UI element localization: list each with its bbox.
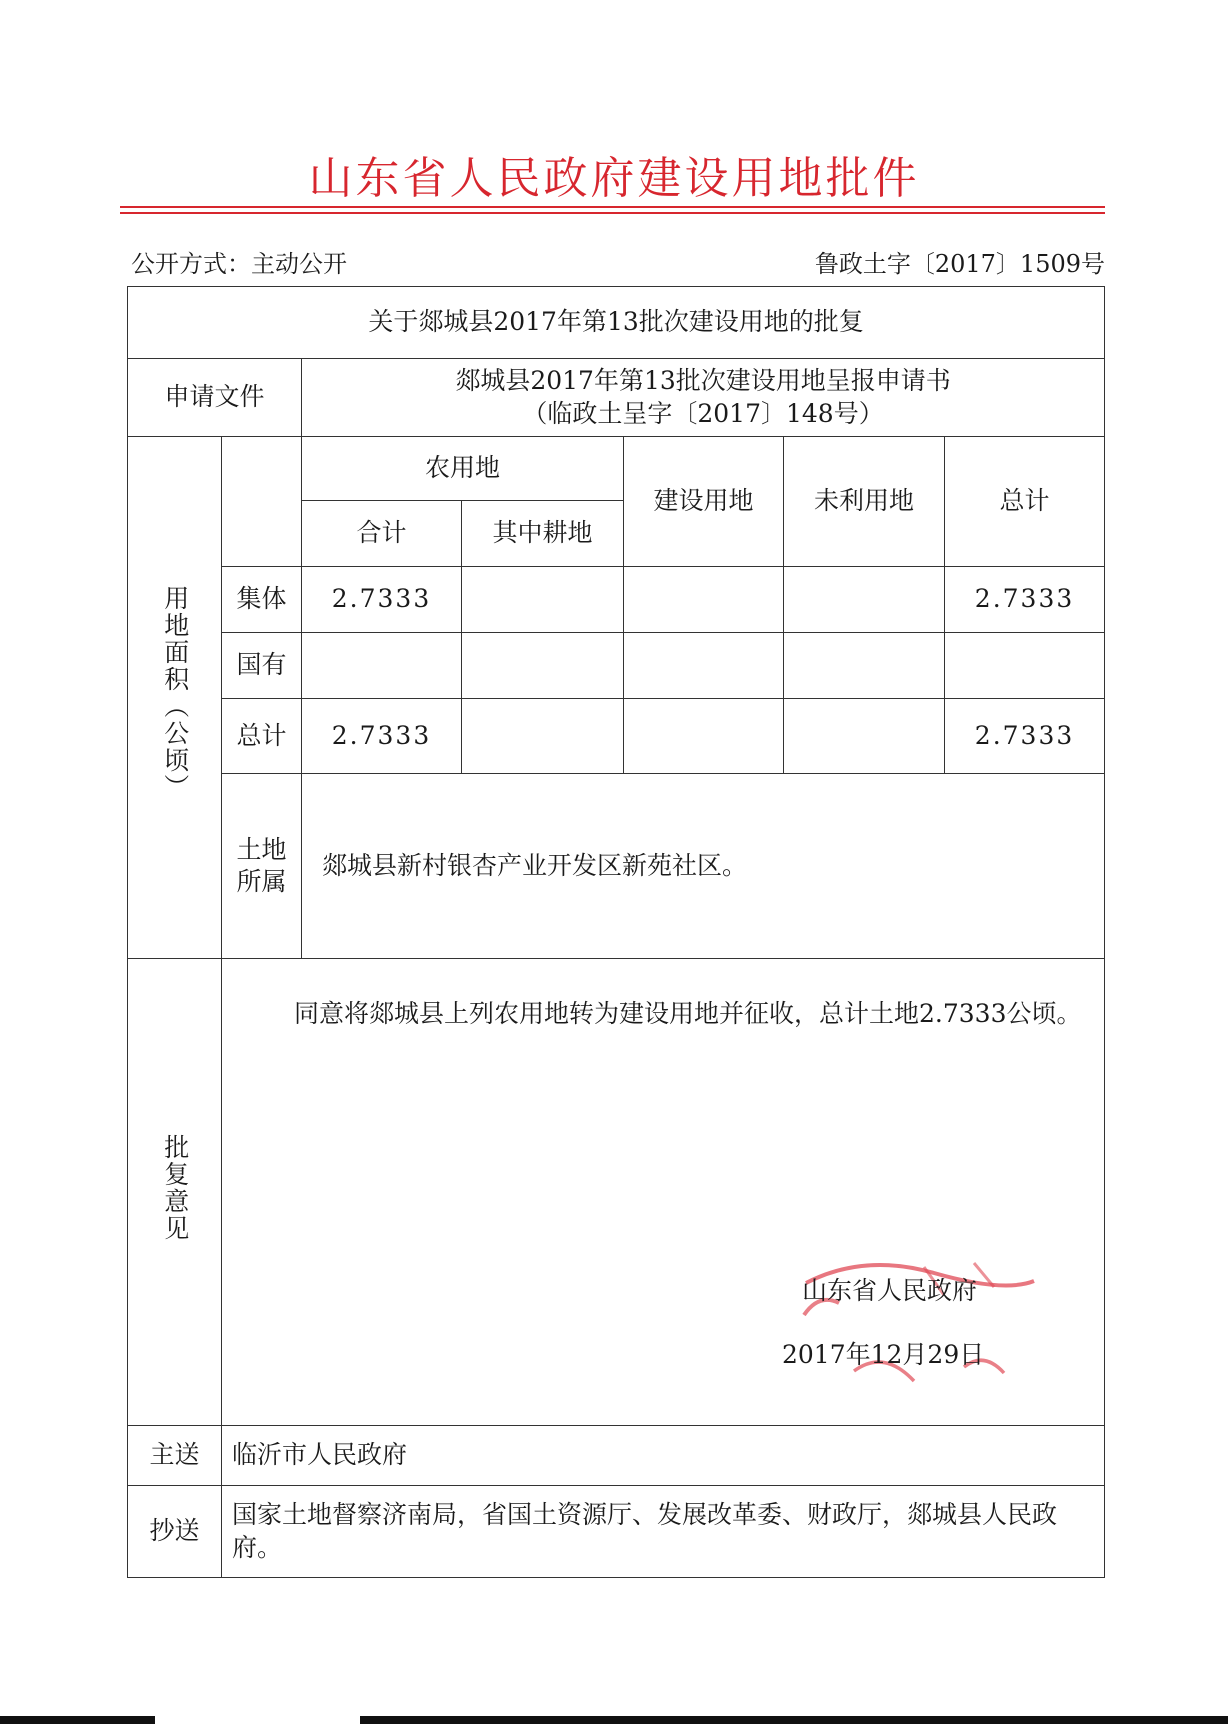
cell-construction [624,699,784,774]
scan-edge-left [0,1716,155,1724]
cell-agri-total: 2.7333 [302,567,462,633]
col-construction-land: 建设用地 [624,437,784,567]
application-ref: （临政土呈字〔2017〕148号） [522,398,884,428]
cell-unused [784,699,945,774]
subject-line: 关于郯城县2017年第13批次建设用地的批复 [128,287,1105,359]
cell-agri-total [302,633,462,699]
application-title: 郯城县2017年第13批次建设用地呈报申请书 [455,366,951,395]
ownership-label-line1: 土地 [236,834,287,864]
opinion-cell [222,959,1105,1426]
opinion-label-cell [128,959,222,1426]
scan-edge-right [360,1716,1228,1724]
col-agri-total: 合计 [302,501,462,567]
cell-total [945,633,1105,699]
cc-label: 抄送 [128,1486,222,1578]
row-label-collective: 集体 [222,567,302,633]
cc-text: 国家土地督察济南局，省国土资源厅、发展改革委、财政厅，郯城县人民政府。 [222,1486,1105,1578]
row-label-state: 国有 [222,633,302,699]
opinion-text: 同意将郯城县上列农用地转为建设用地并征收，总计土地2.7333公顷。 [294,999,1082,1028]
issue-date: 2017年12月29日 [782,1340,985,1369]
ownership-text: 郯城县新村银杏产业开发区新苑社区。 [302,774,1105,959]
cell-unused [784,567,945,633]
disclosure-mode: 公开方式：主动公开 [131,250,347,278]
ownership-label-line2: 所属 [236,867,287,896]
cell-agri-total: 2.7333 [302,699,462,774]
area-label-cell [128,437,222,959]
table-row [128,699,1105,774]
application-document [302,359,1105,437]
issuer-name: 山东省人民政府 [802,1276,978,1305]
application-label: 申请文件 [128,359,302,437]
title-rule-top [120,206,1105,208]
table-row [128,633,1105,699]
area-label: 用地面积（公顷） [160,585,190,802]
cell-unused [784,633,945,699]
cell-total: 2.7333 [945,567,1105,633]
row-label-total: 总计 [222,699,302,774]
col-agri-land: 农用地 [302,437,624,501]
header-blank [222,437,302,567]
cell-cultivated [462,567,624,633]
document-number: 鲁政土字〔2017〕1509号 [814,250,1105,278]
cell-construction [624,633,784,699]
document-title: 山东省人民政府建设用地批件 [308,153,920,204]
col-unused-land: 未利用地 [784,437,945,567]
col-agri-cultivated: 其中耕地 [462,501,624,567]
approval-table [127,286,1105,1578]
cell-total: 2.7333 [945,699,1105,774]
main-send-label: 主送 [128,1426,222,1486]
col-total: 总计 [945,437,1105,567]
cell-cultivated [462,699,624,774]
table-row [128,567,1105,633]
main-send-text: 临沂市人民政府 [222,1426,1105,1486]
cell-cultivated [462,633,624,699]
cell-construction [624,567,784,633]
opinion-label: 批复意见 [160,1133,190,1242]
title-rule-bottom [120,212,1105,214]
ownership-label [222,774,302,959]
